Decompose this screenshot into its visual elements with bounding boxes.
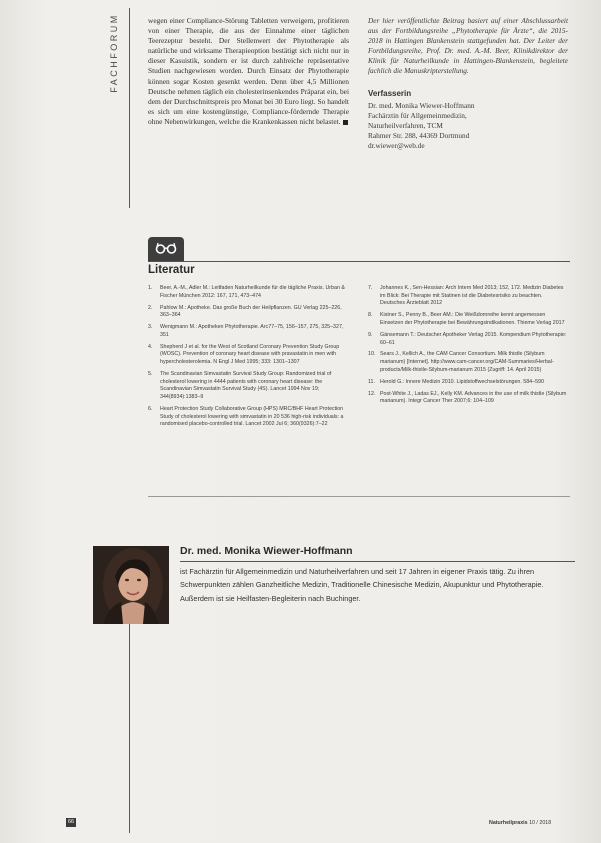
bio-text: ist Fachärztin für Allgemeinmedizin und Naturheilverfahren und seit 17 Jahren in eigener Praxis tätig. Zu ihren Schwerpunkten zählen Ganzheitliche Medizin, Traditionelle Chinesische Medizin, Akupunktur und Phytotherapie. Außerdem ist sie Heilfasten-Begleiterin nach Buchinger. — [180, 567, 544, 603]
publication-name: Naturheilpraxis — [489, 820, 528, 826]
literature-heading: Literatur — [148, 264, 195, 276]
reference-text: The Scandinavian Simvastatin Survival Study Group: Randomized trial of cholesterol lowering in 4444 patients with coronary heart disease: the Scandinavian Simvastatin Survival Study (4S). Lancet 1994 Nov 19; 344(8934):1383–9 — [160, 371, 332, 401]
bio-text-block — [180, 565, 575, 605]
author-qualifications-line: Naturheilverfahren, TCM — [368, 120, 443, 130]
author-portrait — [93, 546, 169, 624]
author-name-line: Dr. med. Monika Wiewer-Hoffmann — [368, 100, 475, 110]
section-label-text: FACHFORUM — [108, 13, 119, 93]
bio-rule — [180, 561, 575, 562]
reference-number: 11. — [368, 378, 375, 385]
reference-item — [368, 285, 568, 308]
editorial-note: Der hier veröffentlichte Beitrag basiert auf einer Abschlussarbeit aus der Fortbildungsreihe „Phytotherapie für Ärzte“, die 2015-2018 in Hattingen Blankenstein stattgefunden hat. Der Leiter der Fortbildungsreihe, Prof. Dr. med. A.-M. Beer, Klinikdirektor der Klinik für Naturheilkunde in Hattingen-Blankenstein, begleitete fachlich die Manuskripterstellung. — [368, 16, 568, 76]
reference-number: 6. — [148, 406, 153, 413]
reference-text: Post-White J., Ladas EJ., Kelly KM. Advances in the use of milk thistle (Silybum marianum). Integr Cancer Ther 2007;6: 104–109 — [380, 390, 567, 405]
author-specialty-line: Fachärztin für Allgemeinmedizin, — [368, 110, 467, 120]
reference-item — [148, 371, 348, 402]
margin-rule-top — [129, 8, 130, 208]
reference-number: 9. — [368, 331, 373, 338]
right-column — [368, 16, 568, 151]
reference-text: Wenigmann M.: Apotheken Phytotherapie. Arc77–75, 156–157, 275, 325–327, 351 — [160, 324, 344, 338]
reference-text: Pahlow M.: Apotheke. Das große Buch der Heilpflanzen. GU Verlag 225–226, 363–364 — [160, 304, 342, 319]
reference-number: 2. — [148, 304, 153, 311]
reference-item — [148, 285, 348, 300]
reference-text: Sears J., Kellich A., the CAM Cancer Consortium. Milk thistle (Silybum marianum) [Internet]. http://www.cam-cancer.org/CAM-Summaries/Herbal-products/Milk-thistle-Silybum-marianum 2015 (Zugriff: 14. April 2015) — [380, 351, 554, 373]
reference-item — [368, 379, 568, 387]
reference-number: 5. — [148, 371, 153, 378]
reference-text: Gänsemann T.: Deutscher Apotheker Verlag 2015. Kompendium Phytotherapie: 60–61 — [380, 331, 567, 346]
reference-number: 3. — [148, 324, 153, 331]
issue-number: 10 / 2018 — [529, 820, 552, 826]
literature-rule — [148, 261, 570, 262]
body-text: wegen einer Compliance-Störung Tabletten verweigern, profitieren von einer Therapie, die aus der Einnahme einer täglichen Teerezeptur besteht. Der Stellenwert der Phytotherapie als natürliche und wirksame Therapieoption bestätigt sich nicht nur in dieser Kasuistik, sondern er ist durch zahlreiche repräsentative Studien nachgewiesen worden. Durch Einsatz der Phytotherapie können sogar Kosten gesenkt werden. Denn über 4,5 Millionen Deutsche nehmen täglich ein cholesterinsenkendes Präparat ein, bei dem der Durchschnittspreis pro Monat bei 30 Euro liegt. So handelt es sich um eine kostengünstige, Compliance-fördernde Therapie ohne Nebenwirkungen, welche die Krankenkassen nicht belastet. — [148, 16, 349, 126]
bio-name: Dr. med. Monika Wiewer-Hoffmann — [180, 545, 353, 557]
body-text-column — [148, 16, 349, 127]
end-of-article-mark — [343, 120, 348, 125]
references-end-rule — [148, 496, 570, 497]
reference-number: 12. — [368, 390, 376, 397]
glasses-icon — [148, 237, 184, 261]
reference-text: Johannes K., Sen-Hessian: Arch Intern Med 2013; 152, 172. Medizin Diabetes im Blick: Bei Therapie mit Statinen ist die Diabetesrisiko zu beachten. Deutsches Ärzteblatt 2012 — [380, 285, 564, 307]
reference-item — [368, 332, 568, 347]
footer-publication — [489, 820, 551, 826]
reference-item — [148, 344, 348, 367]
author-box-heading: Verfasserin — [368, 88, 412, 98]
reference-number: 1. — [148, 285, 153, 291]
reference-item — [148, 305, 348, 320]
reference-text: Beer, A.-M., Adler M.: Leitfaden Naturheilkunde für die tägliche Praxis. Urban & Fischer München 2012: 167, 171, 473–474 — [160, 285, 345, 299]
reference-text: Herold G.: Innere Medizin 2010. Lipidstoffwechselstörungen. 584–590 — [380, 378, 544, 385]
reference-text: Kistner S., Penny B., Beer AM.: Die Weißdornreihe kennt angemessen Einsetzen der Phytotherapie bei Bewährungsindikationen. Thieme Verlag 2017 — [380, 312, 565, 326]
reference-number: 4. — [148, 343, 153, 350]
reference-number: 10. — [368, 351, 376, 358]
author-address-line: Rahmer Str. 288, 44369 Dortmund — [368, 130, 470, 140]
author-email-link[interactable]: dr.wiewer@web.de — [368, 141, 425, 151]
reference-text: Shepherd J et al. for the West of Scotland Coronary Prevention Study Group (WOSC). Prevention of coronary heart disease with pravastatin in men with hypercholesterolemia. N Engl J Med 1995; 333: 1301–1307 — [160, 343, 340, 366]
reference-list-right — [368, 285, 568, 410]
reference-item — [368, 391, 568, 406]
section-label — [104, 13, 124, 98]
reference-list-left — [148, 285, 348, 433]
reference-number: 7. — [368, 285, 373, 291]
reference-item — [148, 406, 348, 429]
reference-item — [368, 351, 568, 374]
page-number: 66 — [67, 819, 75, 825]
reference-number: 8. — [368, 312, 373, 319]
reference-item — [368, 312, 568, 327]
reference-item — [148, 324, 348, 339]
reference-text: Heart Protection Study Collaborative Group (HPS) MRC/BHF Heart Protection Study of cholesterol lowering with simvastatin in 20 536 high-risk individuals: a randomised placebo-controlled trial. Lancet 2002 Jul 6; 360(9326):7–22 — [160, 406, 344, 428]
